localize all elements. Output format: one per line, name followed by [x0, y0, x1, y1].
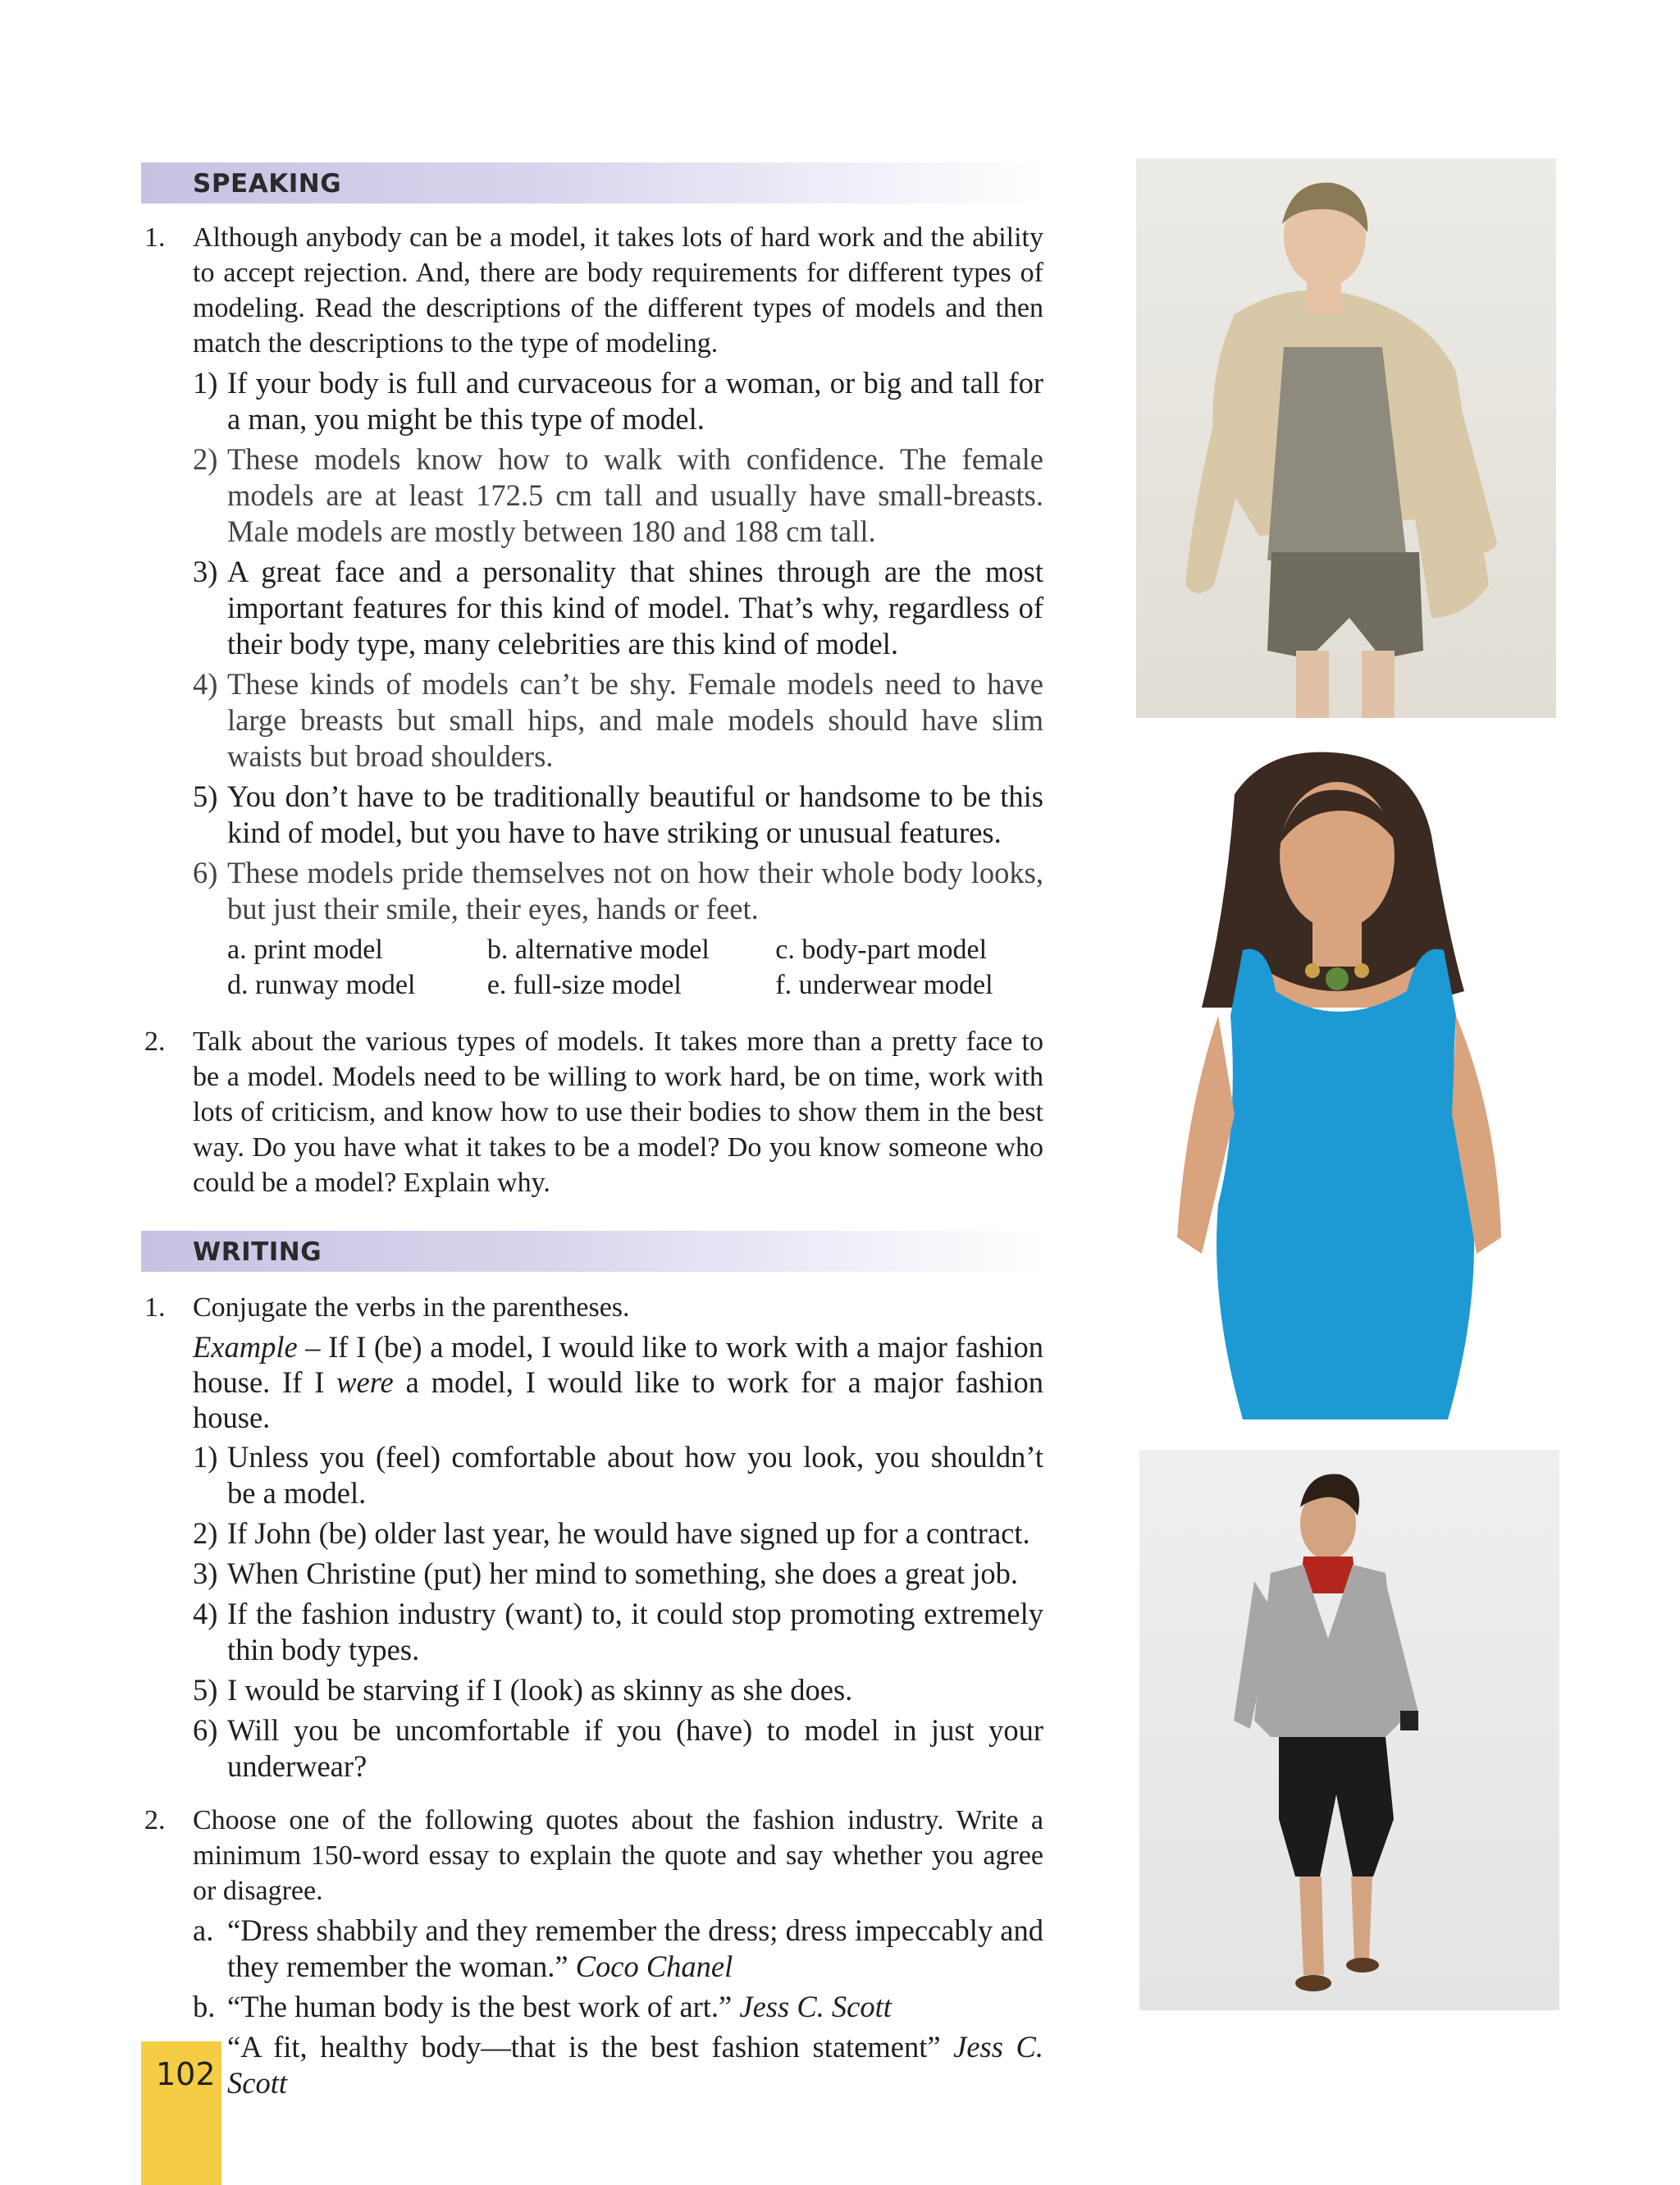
- example-sentence: [141, 1329, 1043, 1435]
- quote-a: [141, 1913, 1043, 1985]
- choice: d. runway model: [227, 970, 416, 1000]
- description-item-5: [141, 779, 1043, 851]
- writing-heading-bar: [141, 1231, 1043, 1272]
- speaking-question-2: [141, 1024, 1043, 1200]
- item-text: These models pride themselves not on how their whole body looks, but just their smile, their eyes, hands or feet.: [227, 856, 1043, 926]
- item-number: 1): [193, 1440, 218, 1474]
- quote-b: [141, 1989, 1043, 2025]
- model-photo-3-illustration: [1139, 1450, 1559, 2010]
- choice: c. body-part model: [775, 935, 988, 965]
- description-item-3: [141, 554, 1043, 662]
- item-number: 5): [193, 1673, 218, 1707]
- model-type-choices: [227, 932, 1043, 1003]
- speaking-section: [141, 220, 1043, 1200]
- writing-section: [141, 1290, 1043, 2101]
- question-text: Conjugate the verbs in the parentheses.: [193, 1292, 630, 1323]
- exercise-item-3: [141, 1556, 1043, 1592]
- item-number: 2): [193, 1516, 218, 1550]
- item-text: A great face and a personality that shines through are the most important features for this kind of model. That’s why, regardless of their body type, many celebrities are this kind of model.: [227, 555, 1043, 661]
- example-label: Example: [193, 1330, 298, 1364]
- item-number: 2): [193, 442, 218, 476]
- item-text: These models know how to walk with confidence. The female models are at least 172.5 cm tall and usually have small-breasts. Male models are mostly between 180 and 188 cm tall.: [227, 442, 1043, 548]
- item-text: These kinds of models can’t be shy. Female models need to have large breasts but small hips, and male models should have slim waists but broad shoulders.: [227, 667, 1043, 773]
- question-number: 1.: [144, 222, 166, 253]
- exercise-item-4: [141, 1596, 1043, 1668]
- speaking-heading-bar: [141, 162, 1043, 203]
- item-number: 4): [193, 667, 218, 701]
- quote-text: “A fit, healthy body—that is the best fashion statement”: [227, 2030, 954, 2064]
- question-text: Although anybody can be a model, it takes lots of hard work and the ability to accept rejection. And, there are body requirements for different types of modeling. Read the descriptions of the different types of models and then match the descriptions to the type of modeling.: [193, 222, 1043, 359]
- model-photo-1: [1136, 158, 1556, 718]
- item-number: 6): [193, 856, 218, 889]
- question-text: Talk about the various types of models. It takes more than a pretty face to be a model. Models need to be willing to work hard, be on time, work with lots of criticism, and know how to use their bodies to show them in the best way. Do you have what it takes to be a model? Do you know someone who could be a model? Explain why.: [193, 1026, 1043, 1198]
- choice: b. alternative model: [486, 935, 710, 965]
- item-text: I would be starving if I (look) as skinny as she does.: [227, 1673, 853, 1707]
- example-text: – If I (be) a model, I would like to work with a major fashion house. If I: [193, 1330, 1043, 1399]
- item-text: If the fashion industry (want) to, it could stop promoting extremely thin body types.: [227, 1597, 1043, 1666]
- item-number: 4): [193, 1597, 218, 1630]
- item-number: 6): [193, 1713, 218, 1747]
- quote-letter: b.: [193, 1990, 216, 2023]
- item-text: If John (be) older last year, he would have signed up for a contract.: [227, 1516, 1030, 1550]
- item-text: If your body is full and curvaceous for a woman, or big and tall for a man, you might be this type of model.: [227, 366, 1043, 436]
- page-number: 102: [156, 2056, 216, 2092]
- speaking-heading: SPEAKING: [193, 169, 342, 199]
- description-item-1: [141, 365, 1043, 437]
- choice: f. underwear model: [775, 970, 993, 1000]
- choices-row: [227, 932, 1043, 967]
- example-emphasis: were: [336, 1365, 394, 1399]
- quote-c: [141, 2029, 1043, 2101]
- description-item-4: [141, 666, 1043, 775]
- quote-author: Jess C. Scott: [739, 1990, 892, 2023]
- quote-author: Coco Chanel: [575, 1950, 733, 1983]
- item-number: 1): [193, 366, 218, 400]
- item-number: 3): [193, 555, 218, 588]
- description-item-6: [141, 855, 1043, 927]
- speaking-question-1: [141, 220, 1043, 361]
- exercise-item-6: [141, 1712, 1043, 1785]
- quote-text: “Dress shabbily and they remember the dress; dress impeccably and they remember the woman.”: [227, 1913, 1043, 1983]
- question-text: Choose one of the following quotes about the fashion industry. Write a minimum 150-word essay to explain the quote and say whether you agree or disagree.: [193, 1805, 1043, 1906]
- exercise-item-1: [141, 1439, 1043, 1511]
- model-photo-2: [1136, 745, 1556, 1419]
- page-number-tab: [141, 2041, 221, 2185]
- item-text: Unless you (feel) comfortable about how you look, you shouldn’t be a model.: [227, 1440, 1043, 1510]
- exercise-item-5: [141, 1672, 1043, 1708]
- item-number: 5): [193, 779, 218, 813]
- writing-question-2: [141, 1803, 1043, 1908]
- question-number: 2.: [144, 1805, 166, 1835]
- writing-heading: WRITING: [193, 1237, 322, 1267]
- item-number: 3): [193, 1556, 218, 1590]
- quote-letter: a.: [193, 1913, 214, 1947]
- question-number: 2.: [144, 1026, 166, 1057]
- model-photo-2-illustration: [1136, 745, 1556, 1419]
- choice: a. print model: [227, 935, 383, 965]
- model-photo-1-illustration: [1136, 158, 1556, 718]
- writing-question-1: [141, 1290, 1043, 1325]
- exercise-item-2: [141, 1515, 1043, 1552]
- choice: e. full-size model: [486, 970, 682, 1000]
- item-text: Will you be uncomfortable if you (have) to model in just your underwear?: [227, 1713, 1043, 1783]
- question-number: 1.: [144, 1292, 166, 1323]
- item-text: You don’t have to be traditionally beautiful or handsome to be this kind of model, but you have to have striking or unusual features.: [227, 779, 1043, 849]
- quote-author: Jess C. Scott: [227, 2030, 1044, 2100]
- item-text: When Christine (put) her mind to something, she does a great job.: [227, 1556, 1019, 1590]
- quote-text: “The human body is the best work of art.”: [227, 1990, 740, 2023]
- example-text: a model, I would like to work for a major fashion house.: [193, 1365, 1044, 1434]
- model-photo-3: [1139, 1450, 1559, 2010]
- description-item-2: [141, 441, 1043, 550]
- choices-row: [227, 967, 1043, 1003]
